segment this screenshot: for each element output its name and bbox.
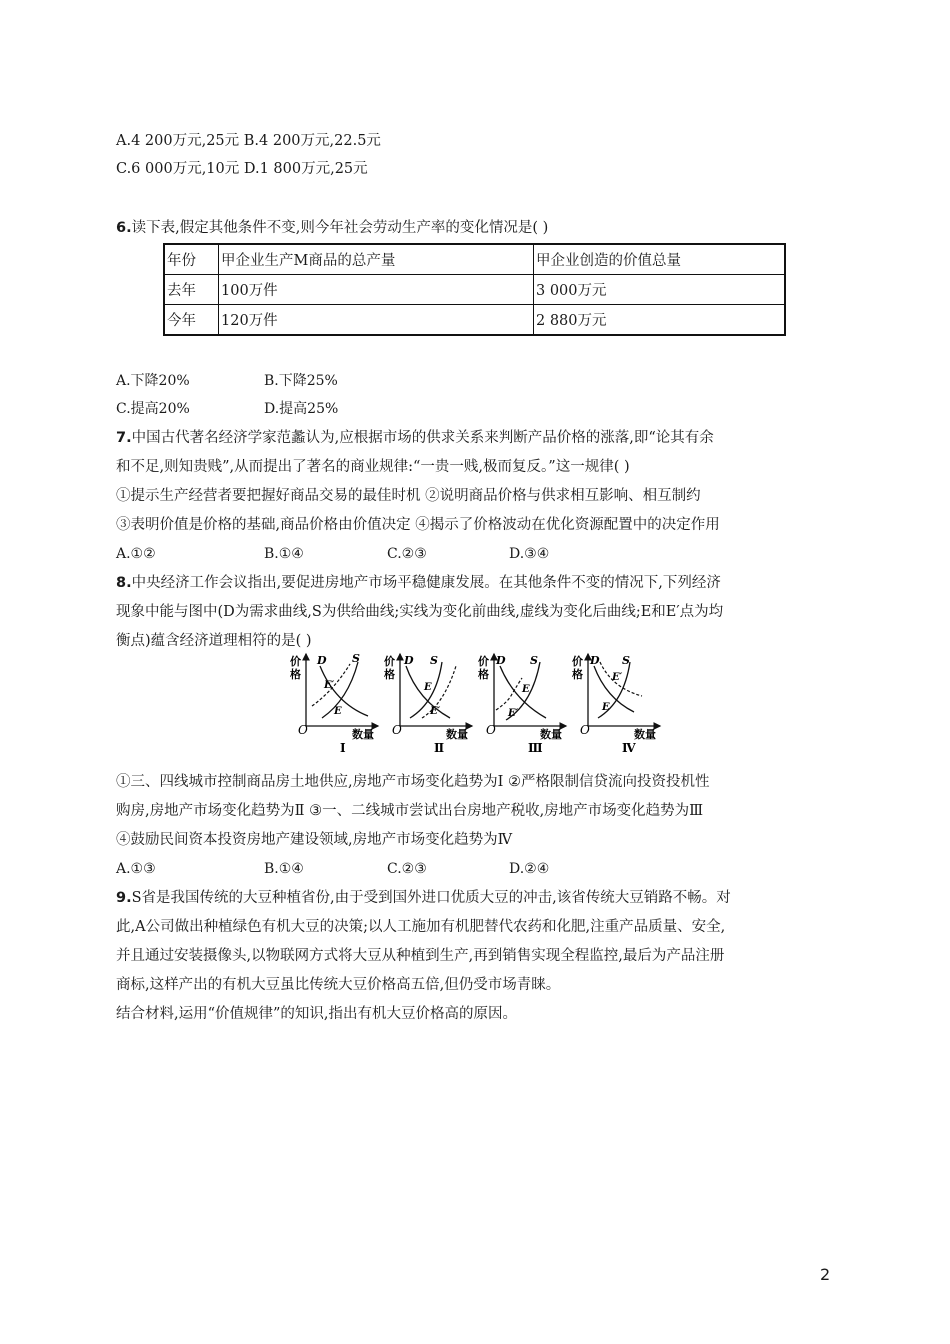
s-label: S (352, 652, 360, 665)
table-row (164, 305, 785, 336)
q7-item-line-2: ③表明价值是价格的基础,商品价格由价值决定 ④揭示了价格波动在优化资源配置中的决定作用 (116, 517, 720, 533)
table-header-cell: 甲企业生产M商品的总产量 (219, 244, 534, 275)
q9-line-1 (116, 888, 731, 908)
q8-option-b: B.①④ (264, 861, 304, 877)
q7-stem-line-2: 和不足,则知贵贱”,从而提出了著名的商业规律:“一贵一贱,极而复反。”这一规律( ) (116, 459, 630, 475)
q7-option-a: A.①② (116, 546, 156, 562)
origin-label: O (392, 723, 402, 737)
q8-stem-line-1 (116, 573, 721, 593)
table-row (164, 244, 785, 275)
d-label: D (496, 654, 506, 667)
q7-option-b: B.①④ (264, 546, 304, 562)
price-label-1: 价 (290, 655, 301, 668)
graph-roman-label: Ⅱ (434, 741, 445, 755)
q7-item-line-1: ①提示生产经营者要把握好商品交易的最佳时机 ②说明商品价格与供求相互影响、相互制约 (116, 488, 701, 504)
price-label-2: 格 (384, 668, 395, 681)
graph-2 (384, 654, 472, 755)
question-number: 7. (116, 430, 132, 446)
graph-roman-label: Ⅰ (340, 741, 346, 755)
e-label: E (522, 684, 530, 695)
d-label: D (404, 654, 414, 667)
q6-option-d: D.提高25% (264, 401, 339, 417)
q9-line-3: 并且通过安装摄像头,以物联网方式将大豆从种植到生产,再到销售实现全程监控,最后为产品注册 (116, 948, 725, 964)
price-label-2: 格 (478, 668, 489, 681)
q9-line-5: 结合材料,运用“价值规律”的知识,指出有机大豆价格高的原因。 (116, 1006, 518, 1022)
table-cell: 今年 (164, 305, 219, 336)
q8-item-line-2: 购房,房地产市场变化趋势为Ⅱ ③一、二线城市尝试出台房地产税收,房地产市场变化趋势为Ⅲ (116, 803, 704, 819)
table-cell: 100万件 (219, 275, 534, 305)
page-number: 2 (820, 1265, 831, 1284)
q7-stem-text: 中国古代著名经济学家范蠡认为,应根据市场的供求关系来判断产品价格的涨落,即“论其有余 (131, 430, 714, 446)
q9-line-2: 此,A公司做出种植绿色有机大豆的决策;以人工施加有机肥替代农药和化肥,注重产品质量、安全, (116, 919, 726, 935)
table-cell: 去年 (164, 275, 219, 305)
e-prime-label: E′ (324, 680, 335, 691)
table-cell: 120万件 (219, 305, 534, 336)
q5-option-line-2: C.6 000万元,10元 D.1 800万元,25元 (116, 161, 368, 177)
q6-option-b: B.下降25% (264, 373, 338, 389)
q6-table (163, 243, 786, 336)
q6-option-c: C.提高20% (116, 401, 190, 417)
s-label: S (430, 654, 438, 667)
q9-line-4: 商标,这样产出的有机大豆虽比传统大豆价格高五倍,但仍受市场青睐。 (116, 977, 561, 993)
d-label: D (590, 654, 600, 667)
price-label-1: 价 (478, 655, 489, 668)
d-label: D (317, 654, 327, 667)
price-label-2: 格 (290, 668, 301, 681)
table-header-cell: 甲企业创造的价值总量 (534, 244, 786, 275)
q5-option-line-1: A.4 200万元,25元 B.4 200万元,22.5元 (116, 133, 381, 149)
question-number: 6. (116, 220, 132, 236)
quantity-label: 数量 (352, 728, 374, 741)
origin-label: O (298, 723, 308, 737)
quantity-label: 数量 (634, 728, 656, 741)
s-label: S (622, 654, 630, 667)
supply-demand-graphs (290, 648, 670, 758)
e-prime-label: E′ (430, 706, 441, 717)
price-label-2: 格 (572, 668, 583, 681)
e-prime-label: E′ (612, 672, 623, 683)
q8-item-line-1: ①三、四线城市控制商品房土地供应,房地产市场变化趋势为Ⅰ ②严格限制信贷流向投资投机性 (116, 774, 710, 790)
e-prime-label: E′ (508, 708, 519, 719)
table-cell: 3 000万元 (534, 275, 786, 305)
q7-option-d: D.③④ (509, 546, 550, 562)
q6-option-a: A.下降20% (116, 373, 190, 389)
s-label: S (530, 654, 538, 667)
graph-3 (478, 654, 566, 755)
e-label: E (602, 702, 610, 713)
graph-roman-label: Ⅲ (528, 741, 543, 755)
q6-stem (116, 218, 548, 238)
q6-stem-text: 读下表,假定其他条件不变,则今年社会劳动生产率的变化情况是( ) (131, 220, 549, 236)
e-label: E (424, 682, 432, 693)
table-header-cell: 年份 (164, 244, 219, 275)
origin-label: O (486, 723, 496, 737)
q8-option-a: A.①③ (116, 861, 156, 877)
price-label-1: 价 (572, 655, 583, 668)
quantity-label: 数量 (540, 728, 562, 741)
question-number: 8. (116, 575, 132, 591)
graph-1 (290, 652, 378, 755)
price-label-1: 价 (384, 655, 395, 668)
q8-item-line-3: ④鼓励民间资本投资房地产建设领域,房地产市场变化趋势为Ⅳ (116, 832, 513, 848)
graph-4 (572, 654, 660, 755)
q8-stem-line-2: 现象中能与图中(D为需求曲线,S为供给曲线;实线为变化前曲线,虚线为变化后曲线;E和E′点为均 (116, 604, 724, 620)
table-cell: 2 880万元 (534, 305, 786, 336)
q8-stem-line-3: 衡点)蕴含经济道理相符的是( ) (116, 633, 312, 649)
table-row (164, 275, 785, 305)
q7-stem-line-1 (116, 428, 714, 448)
q8-stem-text: 中央经济工作会议指出,要促进房地产市场平稳健康发展。在其他条件不变的情况下,下列经济 (131, 575, 721, 591)
q7-option-c: C.②③ (387, 546, 427, 562)
origin-label: O (580, 723, 590, 737)
e-label: E (334, 706, 342, 717)
q8-option-d: D.②④ (509, 861, 550, 877)
quantity-label: 数量 (446, 728, 468, 741)
question-number: 9. (116, 890, 132, 906)
q9-line-1-text: S省是我国传统的大豆种植省份,由于受到国外进口优质大豆的冲击,该省传统大豆销路不畅。对 (131, 890, 731, 906)
q8-option-c: C.②③ (387, 861, 427, 877)
graph-roman-label: Ⅳ (622, 741, 636, 755)
